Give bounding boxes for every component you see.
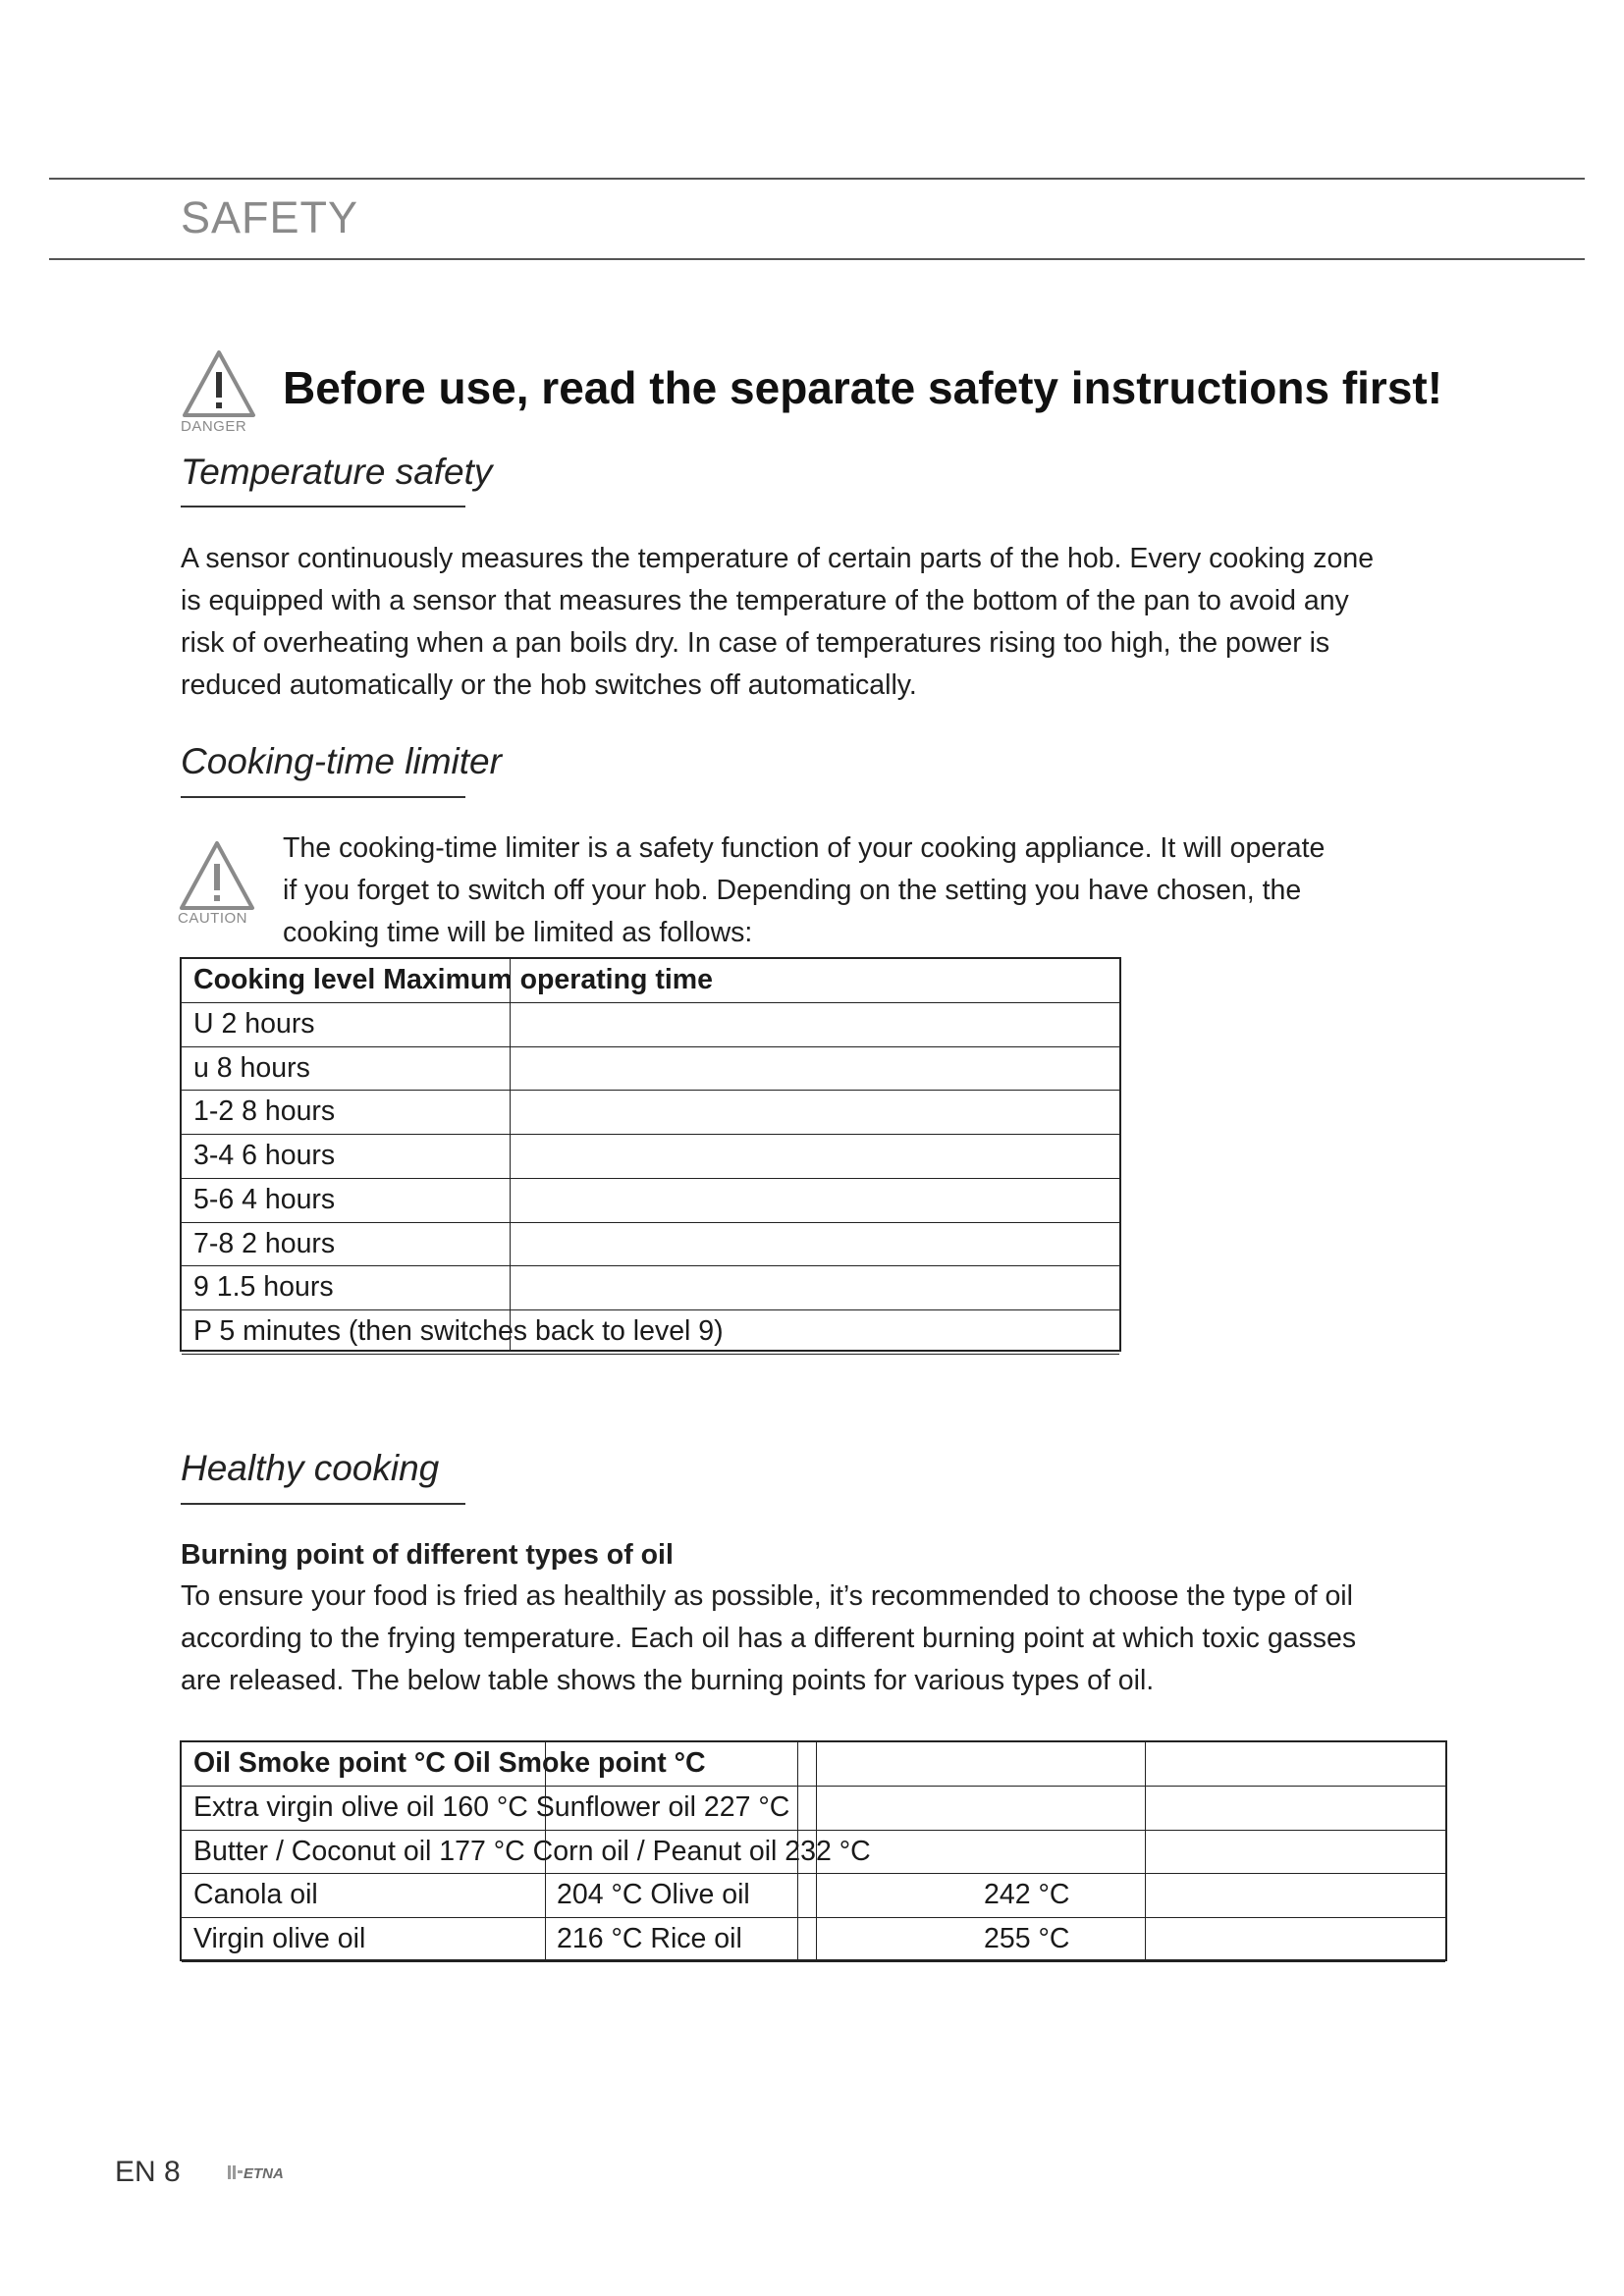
table-cell: Extra virgin olive oil 160 °C Sunflower oil 227 °C <box>193 1790 790 1823</box>
healthy-cooking-underline <box>181 1503 465 1505</box>
table-row <box>182 1135 1119 1179</box>
table-cell: Canola oil <box>193 1879 318 1911</box>
table-header-cell: Cooking level Maximum operating time <box>193 964 713 995</box>
text-line: To ensure your food is fried as healthily as possible, it’s recommended to choose the type of oil <box>181 1580 1353 1612</box>
cooking-time-limiter-underline <box>181 796 465 798</box>
table-column-divider <box>797 1742 798 1959</box>
table-cell: 255 °C <box>984 1923 1070 1954</box>
table-cell: 3-4 6 hours <box>193 1140 336 1171</box>
section-title: SAFETY <box>181 192 359 242</box>
table-column-divider <box>545 1742 546 1959</box>
table-cell: 1-2 8 hours <box>193 1095 336 1128</box>
text-line: reduced automatically or the hob switches off automatically. <box>181 669 917 701</box>
text-line: is equipped with a sensor that measures the temperature of the bottom of the pan to avoid any <box>181 585 1349 616</box>
table-header-row <box>182 1742 1445 1787</box>
temperature-safety-text <box>181 538 1374 707</box>
danger-heading: Before use, read the separate safety instructions first! <box>283 362 1443 413</box>
table-cell: 216 °C Rice oil <box>557 1923 742 1954</box>
table-column-divider <box>816 1742 817 1959</box>
table-row <box>182 1918 1445 1962</box>
table-cell: u 8 hours <box>193 1051 310 1084</box>
table-row <box>182 1003 1119 1047</box>
table-column-divider <box>1145 1742 1146 1959</box>
table-cell: Butter / Coconut oil 177 °C Corn oil / Peanut oil 232 °C <box>193 1835 871 1867</box>
table-row <box>182 1874 1445 1918</box>
cooking-level-table <box>180 957 1121 1352</box>
table-header-cell: Oil Smoke point °C Oil Smoke point °C <box>193 1747 706 1779</box>
warning-triangle-icon <box>181 348 257 419</box>
table-row <box>182 1310 1119 1355</box>
header-bottom-rule <box>49 258 1585 260</box>
table-header-row <box>182 959 1119 1003</box>
text-line: according to the frying temperature. Each oil has a different burning point at which toxic gasses <box>181 1623 1357 1654</box>
table-row <box>182 1831 1445 1875</box>
page-number: EN 8 <box>115 2156 181 2188</box>
text-line: if you forget to switch off your hob. Depending on the setting you have chosen, the <box>283 875 1302 906</box>
text-line: cooking time will be limited as follows: <box>283 917 753 948</box>
text-line: The cooking-time limiter is a safety function of your cooking appliance. It will operate <box>283 832 1326 864</box>
etna-logo <box>228 2163 297 2187</box>
table-row <box>182 1223 1119 1267</box>
oil-subtitle-text: Burning point of different types of oil <box>181 1539 674 1571</box>
table-cell: U 2 hours <box>193 1007 315 1040</box>
cooking-time-limiter-title: Cooking-time limiter <box>181 741 502 781</box>
temperature-safety-title: Temperature safety <box>181 452 493 492</box>
table-row <box>182 1091 1119 1135</box>
table-cell: 7-8 2 hours <box>193 1227 336 1259</box>
table-cell: Virgin olive oil <box>193 1923 366 1954</box>
healthy-cooking-text <box>181 1575 1356 1702</box>
cooking-time-limiter-text <box>283 828 1325 954</box>
table-row <box>182 1047 1119 1092</box>
caution-triangle-icon <box>178 839 256 912</box>
svg-text:ETNA: ETNA <box>244 2165 284 2182</box>
table-row <box>182 1266 1119 1310</box>
caution-label: CAUTION <box>178 910 247 927</box>
table-cell: 5-6 4 hours <box>193 1183 336 1215</box>
oil-smoke-point-table <box>180 1740 1447 1961</box>
healthy-cooking-title: Healthy cooking <box>181 1448 440 1488</box>
table-cell: P 5 minutes (then switches back to level 9) <box>193 1315 724 1347</box>
oil-subtitle <box>181 1534 674 1576</box>
table-cell: 242 °C <box>984 1879 1070 1911</box>
table-row <box>182 1179 1119 1223</box>
text-line: are released. The below table shows the burning points for various types of oil. <box>181 1665 1155 1696</box>
table-cell: 9 1.5 hours <box>193 1271 334 1304</box>
text-line: risk of overheating when a pan boils dry. In case of temperatures rising too high, the power is <box>181 627 1330 659</box>
temperature-safety-underline <box>181 506 465 507</box>
text-line: A sensor continuously measures the temperature of certain parts of the hob. Every cooking zone <box>181 543 1375 574</box>
danger-label: DANGER <box>181 418 247 435</box>
header-top-rule <box>49 178 1585 180</box>
table-column-divider <box>510 959 511 1350</box>
table-row <box>182 1787 1445 1831</box>
table-cell: 204 °C Olive oil <box>557 1879 750 1911</box>
